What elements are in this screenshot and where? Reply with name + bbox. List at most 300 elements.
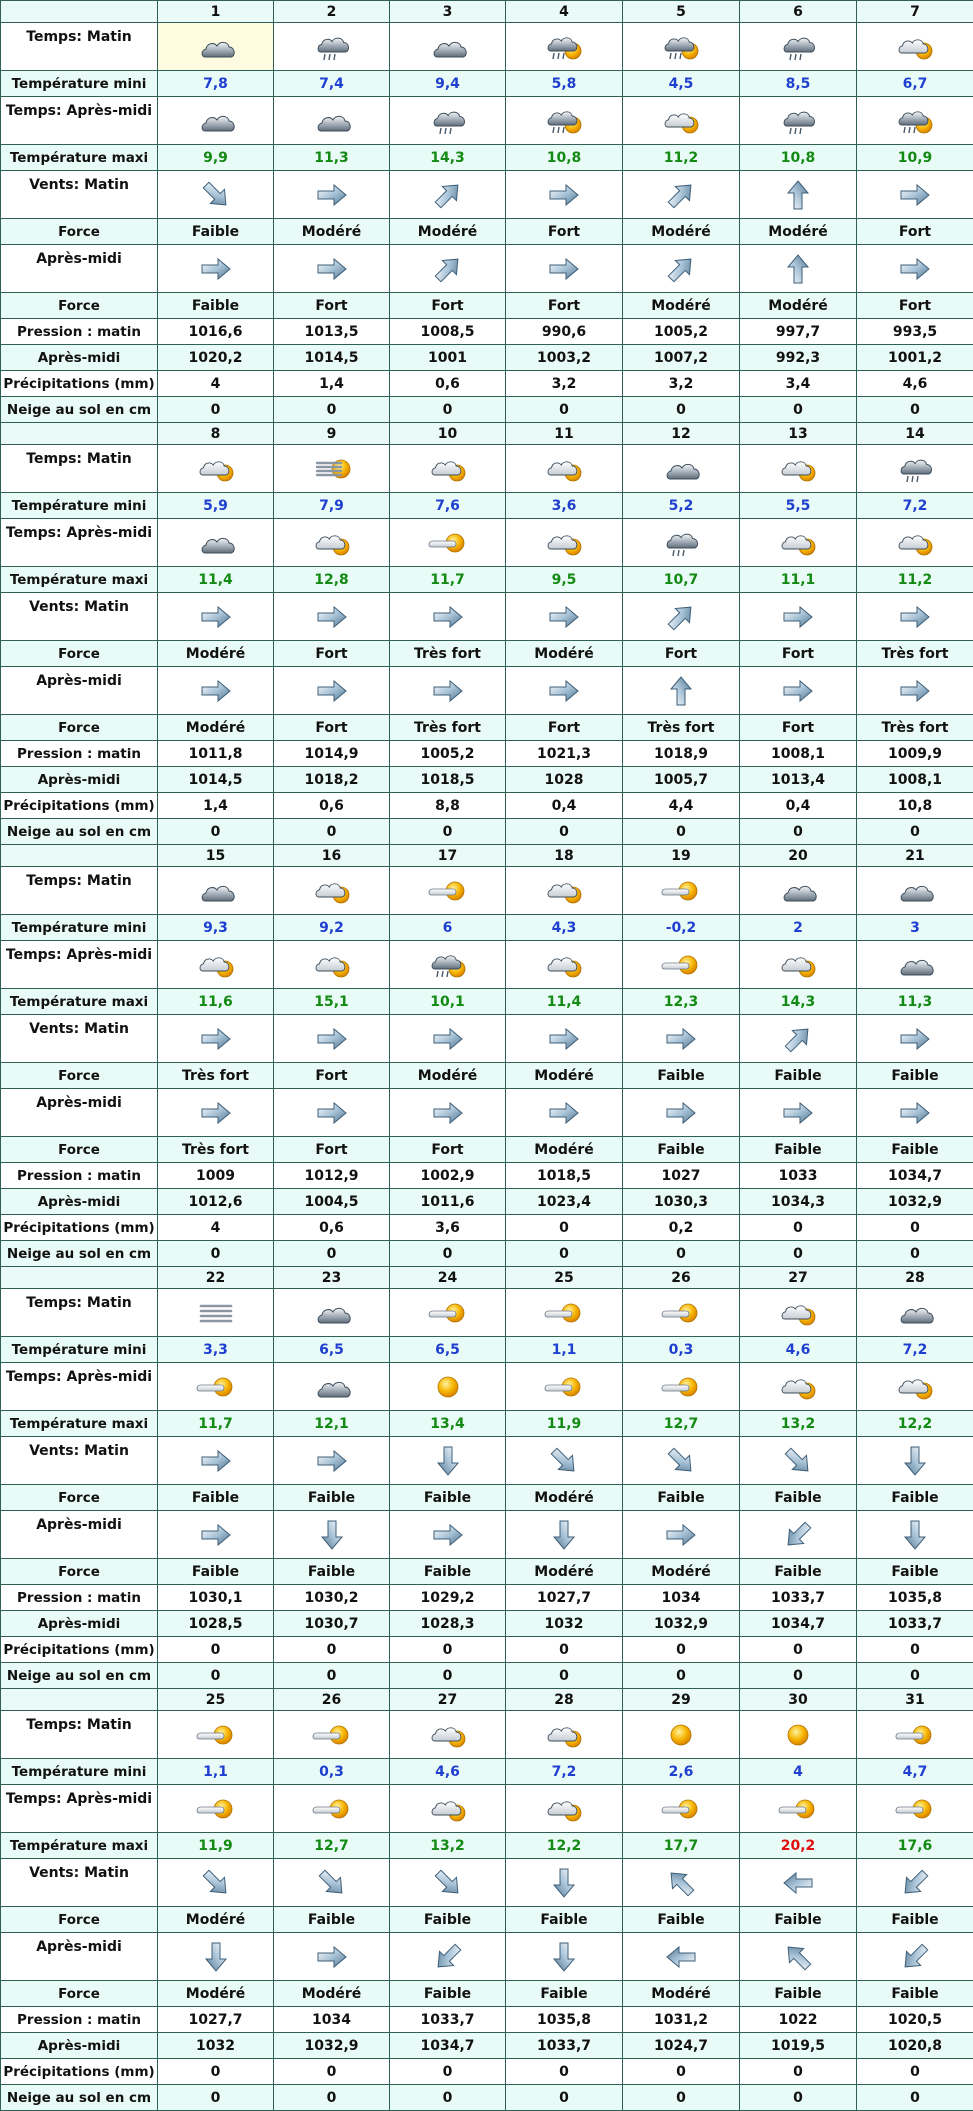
force-am-row bbox=[1, 1063, 973, 1089]
wind-cell bbox=[158, 245, 274, 293]
value-cell: 0,6 bbox=[390, 371, 506, 397]
weather-cell bbox=[274, 1289, 390, 1337]
sun-cloud-icon bbox=[195, 1371, 237, 1403]
arrow-e-icon bbox=[199, 1023, 233, 1055]
value-cell: 0 bbox=[506, 1215, 623, 1241]
row-label: Pression : matin bbox=[1, 1585, 158, 1611]
arrow-n-icon bbox=[664, 675, 698, 707]
value-cell: 12,7 bbox=[274, 1833, 390, 1859]
cloud-sun-icon bbox=[311, 875, 353, 907]
value-cell: 11,7 bbox=[158, 1411, 274, 1437]
cloud-sun-icon bbox=[894, 31, 936, 63]
value-cell: Modéré bbox=[158, 1981, 274, 2007]
value-cell: Modéré bbox=[158, 715, 274, 741]
cloud-icon bbox=[311, 105, 353, 137]
day-header-row bbox=[1, 423, 973, 445]
force-am-row bbox=[1, 1907, 973, 1933]
wind-cell bbox=[623, 1089, 740, 1137]
day-number: 26 bbox=[274, 1689, 390, 1711]
arrow-e-icon bbox=[664, 1097, 698, 1129]
value-cell: Fort bbox=[857, 293, 973, 319]
value-cell: 11,4 bbox=[506, 989, 623, 1015]
tmax-row bbox=[1, 567, 973, 593]
day-number: 4 bbox=[506, 1, 623, 23]
value-cell: Modéré bbox=[506, 1063, 623, 1089]
value-cell: 1032,9 bbox=[623, 1611, 740, 1637]
cloud-sun-icon bbox=[660, 105, 702, 137]
value-cell: 1028,3 bbox=[390, 1611, 506, 1637]
row-label: Température maxi bbox=[1, 567, 158, 593]
force-pm-row bbox=[1, 293, 973, 319]
value-cell: 0 bbox=[740, 1663, 857, 1689]
row-label: Neige au sol en cm bbox=[1, 2085, 158, 2111]
row-label: Force bbox=[1, 293, 158, 319]
weather-cell bbox=[390, 23, 506, 71]
day-number: 28 bbox=[506, 1689, 623, 1711]
value-cell: 1035,8 bbox=[506, 2007, 623, 2033]
snow-row bbox=[1, 397, 973, 423]
value-cell: 17,7 bbox=[623, 1833, 740, 1859]
cloud-icon bbox=[894, 1297, 936, 1329]
value-cell: 4,3 bbox=[506, 915, 623, 941]
wind-am-row bbox=[1, 1437, 973, 1485]
value-cell: 0,6 bbox=[274, 793, 390, 819]
arrow-e-icon bbox=[898, 253, 932, 285]
value-cell: 11,4 bbox=[158, 567, 274, 593]
row-label: Force bbox=[1, 219, 158, 245]
precip-row bbox=[1, 371, 973, 397]
arrow-e-icon bbox=[547, 675, 581, 707]
cloud-sun-icon bbox=[195, 453, 237, 485]
value-cell: 1020,5 bbox=[857, 2007, 973, 2033]
row-label: Temps: Après-midi bbox=[1, 97, 158, 145]
wind-cell bbox=[857, 1437, 973, 1485]
rain-sun-icon bbox=[660, 31, 702, 63]
value-cell: 1018,5 bbox=[390, 767, 506, 793]
weather-cell bbox=[857, 867, 973, 915]
cloud-icon bbox=[195, 875, 237, 907]
weather-cell bbox=[506, 867, 623, 915]
value-cell: 1033,7 bbox=[390, 2007, 506, 2033]
value-cell: 1027,7 bbox=[506, 1585, 623, 1611]
value-cell: Faible bbox=[740, 1559, 857, 1585]
arrow-e-icon bbox=[781, 601, 815, 633]
tmax-row bbox=[1, 145, 973, 171]
value-cell: 0 bbox=[740, 1637, 857, 1663]
value-cell: 1003,2 bbox=[506, 345, 623, 371]
value-cell: 1032 bbox=[506, 1611, 623, 1637]
value-cell: Faible bbox=[623, 1063, 740, 1089]
wind-cell bbox=[506, 593, 623, 641]
day-number: 17 bbox=[390, 845, 506, 867]
arrow-e-icon bbox=[199, 1097, 233, 1129]
weather-am-row bbox=[1, 1289, 973, 1337]
day-header-row bbox=[1, 1, 973, 23]
value-cell: 0 bbox=[740, 397, 857, 423]
wind-pm-row bbox=[1, 1933, 973, 1981]
day-number: 8 bbox=[158, 423, 274, 445]
value-cell: Très fort bbox=[390, 715, 506, 741]
arrow-e-icon bbox=[547, 253, 581, 285]
wind-cell bbox=[740, 1933, 857, 1981]
wind-cell bbox=[623, 1015, 740, 1063]
value-cell: 0 bbox=[857, 819, 973, 845]
pressure-am-row bbox=[1, 1163, 973, 1189]
day-number: 10 bbox=[390, 423, 506, 445]
value-cell: 5,9 bbox=[158, 493, 274, 519]
value-cell: 20,2 bbox=[740, 1833, 857, 1859]
rain-icon bbox=[660, 527, 702, 559]
day-number: 25 bbox=[158, 1689, 274, 1711]
wind-cell bbox=[740, 1089, 857, 1137]
value-cell: 1034,7 bbox=[740, 1611, 857, 1637]
value-cell: 9,2 bbox=[274, 915, 390, 941]
rain-sun-icon bbox=[427, 949, 469, 981]
weather-cell bbox=[623, 867, 740, 915]
weather-cell bbox=[158, 1711, 274, 1759]
force-pm-row bbox=[1, 1559, 973, 1585]
wind-cell bbox=[158, 1437, 274, 1485]
day-header-row bbox=[1, 1267, 973, 1289]
value-cell: 0,4 bbox=[506, 793, 623, 819]
weather-cell bbox=[506, 23, 623, 71]
weather-cell bbox=[857, 1363, 973, 1411]
row-label: Vents: Matin bbox=[1, 1859, 158, 1907]
value-cell: 1004,5 bbox=[274, 1189, 390, 1215]
value-cell: 0 bbox=[158, 2085, 274, 2111]
arrow-se-icon bbox=[199, 179, 233, 211]
wind-cell bbox=[740, 593, 857, 641]
tmin-row bbox=[1, 915, 973, 941]
wind-am-row bbox=[1, 1859, 973, 1907]
value-cell: Modéré bbox=[740, 293, 857, 319]
wind-cell bbox=[623, 1437, 740, 1485]
value-cell: Modéré bbox=[506, 1485, 623, 1511]
tmin-row bbox=[1, 493, 973, 519]
row-label: Température maxi bbox=[1, 1411, 158, 1437]
arrow-sw-icon bbox=[898, 1867, 932, 1899]
weather-cell bbox=[274, 23, 390, 71]
value-cell: 0 bbox=[158, 819, 274, 845]
weather-cell bbox=[857, 519, 973, 567]
weather-cell bbox=[857, 1711, 973, 1759]
wind-cell bbox=[740, 1859, 857, 1907]
value-cell: 3,4 bbox=[740, 371, 857, 397]
value-cell: 14,3 bbox=[390, 145, 506, 171]
row-label: Pression : matin bbox=[1, 741, 158, 767]
wind-cell bbox=[158, 171, 274, 219]
row-label: Après-midi bbox=[1, 345, 158, 371]
weather-cell bbox=[506, 1785, 623, 1833]
value-cell: 0 bbox=[740, 1241, 857, 1267]
value-cell: 1030,2 bbox=[274, 1585, 390, 1611]
value-cell: 1,1 bbox=[506, 1337, 623, 1363]
value-cell: 993,5 bbox=[857, 319, 973, 345]
weather-cell bbox=[274, 445, 390, 493]
row-label: Température mini bbox=[1, 1337, 158, 1363]
day-number: 5 bbox=[623, 1, 740, 23]
arrow-e-icon bbox=[431, 1097, 465, 1129]
value-cell: 0 bbox=[158, 1663, 274, 1689]
rain-sun-icon bbox=[543, 105, 585, 137]
value-cell: 4 bbox=[158, 1215, 274, 1241]
rain-icon bbox=[777, 105, 819, 137]
value-cell: 4,6 bbox=[390, 1759, 506, 1785]
corner-cell bbox=[1, 1689, 158, 1711]
row-label: Pression : matin bbox=[1, 2007, 158, 2033]
value-cell: 10,9 bbox=[857, 145, 973, 171]
wind-cell bbox=[623, 593, 740, 641]
value-cell: Modéré bbox=[390, 219, 506, 245]
sun-icon bbox=[660, 1719, 702, 1751]
value-cell: 0 bbox=[390, 819, 506, 845]
value-cell: 4,6 bbox=[740, 1337, 857, 1363]
force-am-row bbox=[1, 641, 973, 667]
value-cell: Modéré bbox=[158, 1907, 274, 1933]
wind-cell bbox=[623, 667, 740, 715]
wind-cell bbox=[740, 667, 857, 715]
arrow-e-icon bbox=[315, 253, 349, 285]
wind-cell bbox=[274, 1859, 390, 1907]
pressure-am-row bbox=[1, 1585, 973, 1611]
row-label: Vents: Matin bbox=[1, 593, 158, 641]
value-cell: 0 bbox=[623, 397, 740, 423]
value-cell: Faible bbox=[857, 1485, 973, 1511]
weather-cell bbox=[158, 97, 274, 145]
weather-cell bbox=[390, 1711, 506, 1759]
value-cell: 0 bbox=[274, 1241, 390, 1267]
value-cell: 3 bbox=[857, 915, 973, 941]
value-cell: 1005,7 bbox=[623, 767, 740, 793]
row-label: Précipitations (mm) bbox=[1, 371, 158, 397]
row-label: Temps: Matin bbox=[1, 23, 158, 71]
day-number: 13 bbox=[740, 423, 857, 445]
cloud-sun-icon bbox=[195, 949, 237, 981]
cloud-icon bbox=[777, 875, 819, 907]
cloud-sun-icon bbox=[427, 453, 469, 485]
arrow-nw-icon bbox=[781, 1941, 815, 1973]
weather-cell bbox=[158, 445, 274, 493]
value-cell: 0 bbox=[390, 1241, 506, 1267]
arrow-e-icon bbox=[199, 1519, 233, 1551]
wind-cell bbox=[623, 1933, 740, 1981]
wind-cell bbox=[740, 1015, 857, 1063]
value-cell: 13,2 bbox=[740, 1411, 857, 1437]
value-cell: 12,2 bbox=[506, 1833, 623, 1859]
value-cell: 2 bbox=[740, 915, 857, 941]
row-label: Après-midi bbox=[1, 1511, 158, 1559]
value-cell: 0 bbox=[390, 1663, 506, 1689]
weather-am-row bbox=[1, 1711, 973, 1759]
wind-cell bbox=[740, 171, 857, 219]
row-label: Température mini bbox=[1, 493, 158, 519]
weather-cell bbox=[623, 445, 740, 493]
snow-row bbox=[1, 819, 973, 845]
weather-pm-row bbox=[1, 1363, 973, 1411]
value-cell: 6,5 bbox=[390, 1337, 506, 1363]
tmax-row bbox=[1, 1833, 973, 1859]
arrow-se-icon bbox=[547, 1445, 581, 1477]
arrow-e-icon bbox=[315, 1097, 349, 1129]
arrow-n-icon bbox=[781, 179, 815, 211]
wind-pm-row bbox=[1, 1511, 973, 1559]
day-header-row bbox=[1, 1689, 973, 1711]
value-cell: 0 bbox=[623, 1663, 740, 1689]
wind-cell bbox=[158, 593, 274, 641]
wind-pm-row bbox=[1, 1089, 973, 1137]
value-cell: Faible bbox=[623, 1907, 740, 1933]
value-cell: Faible bbox=[390, 1981, 506, 2007]
row-label: Après-midi bbox=[1, 1089, 158, 1137]
value-cell: Très fort bbox=[390, 641, 506, 667]
value-cell: 12,1 bbox=[274, 1411, 390, 1437]
weather-cell bbox=[506, 941, 623, 989]
wind-cell bbox=[390, 245, 506, 293]
weather-cell bbox=[274, 1363, 390, 1411]
weather-cell bbox=[506, 519, 623, 567]
value-cell: Fort bbox=[274, 641, 390, 667]
wind-cell bbox=[857, 1511, 973, 1559]
value-cell: 0,3 bbox=[274, 1759, 390, 1785]
value-cell: Faible bbox=[740, 1063, 857, 1089]
row-label: Neige au sol en cm bbox=[1, 1241, 158, 1267]
value-cell: 1032,9 bbox=[274, 2033, 390, 2059]
value-cell: 1033,7 bbox=[857, 1611, 973, 1637]
cloud-sun-icon bbox=[543, 1719, 585, 1751]
value-cell: Fort bbox=[390, 293, 506, 319]
cloud-sun-icon bbox=[777, 1297, 819, 1329]
weather-cell bbox=[158, 1785, 274, 1833]
weather-cell bbox=[390, 97, 506, 145]
value-cell: 992,3 bbox=[740, 345, 857, 371]
wind-cell bbox=[623, 245, 740, 293]
value-cell: 3,2 bbox=[623, 371, 740, 397]
row-label: Force bbox=[1, 1907, 158, 1933]
value-cell: 11,2 bbox=[857, 567, 973, 593]
sun-cloud-icon bbox=[543, 1297, 585, 1329]
value-cell: Très fort bbox=[158, 1137, 274, 1163]
arrow-e-icon bbox=[898, 601, 932, 633]
value-cell: 1033 bbox=[740, 1163, 857, 1189]
value-cell: 1018,9 bbox=[623, 741, 740, 767]
value-cell: 1001 bbox=[390, 345, 506, 371]
value-cell: 0 bbox=[274, 1637, 390, 1663]
value-cell: 0 bbox=[857, 2059, 973, 2085]
arrow-e-icon bbox=[199, 601, 233, 633]
arrow-e-icon bbox=[315, 1445, 349, 1477]
cloud-sun-icon bbox=[543, 875, 585, 907]
value-cell: Faible bbox=[857, 1137, 973, 1163]
arrow-s-icon bbox=[199, 1941, 233, 1973]
value-cell: 1005,2 bbox=[623, 319, 740, 345]
wind-cell bbox=[506, 667, 623, 715]
value-cell: 0,3 bbox=[623, 1337, 740, 1363]
value-cell: 12,8 bbox=[274, 567, 390, 593]
row-label: Précipitations (mm) bbox=[1, 793, 158, 819]
weather-cell bbox=[274, 941, 390, 989]
arrow-e-icon bbox=[547, 1023, 581, 1055]
weather-pm-row bbox=[1, 519, 973, 567]
arrow-se-icon bbox=[781, 1445, 815, 1477]
value-cell: Faible bbox=[158, 1559, 274, 1585]
wind-cell bbox=[158, 1511, 274, 1559]
value-cell: 0 bbox=[274, 397, 390, 423]
value-cell: 7,8 bbox=[158, 71, 274, 97]
value-cell: 1016,6 bbox=[158, 319, 274, 345]
value-cell: 1032 bbox=[158, 2033, 274, 2059]
value-cell: 997,7 bbox=[740, 319, 857, 345]
corner-cell bbox=[1, 1267, 158, 1289]
value-cell: 3,6 bbox=[506, 493, 623, 519]
cloud-icon bbox=[311, 1371, 353, 1403]
weather-cell bbox=[158, 867, 274, 915]
day-number: 15 bbox=[158, 845, 274, 867]
value-cell: Modéré bbox=[274, 219, 390, 245]
precip-row bbox=[1, 1637, 973, 1663]
weather-cell bbox=[857, 445, 973, 493]
arrow-e-icon bbox=[664, 1023, 698, 1055]
weather-cell bbox=[158, 941, 274, 989]
weather-cell bbox=[623, 1711, 740, 1759]
value-cell: 1030,1 bbox=[158, 1585, 274, 1611]
value-cell: 0 bbox=[623, 2059, 740, 2085]
pressure-pm-row bbox=[1, 345, 973, 371]
force-pm-row bbox=[1, 1981, 973, 2007]
weather-cell bbox=[274, 1785, 390, 1833]
weather-am-row bbox=[1, 867, 973, 915]
value-cell: Faible bbox=[274, 1907, 390, 1933]
day-number: 22 bbox=[158, 1267, 274, 1289]
value-cell: 1012,6 bbox=[158, 1189, 274, 1215]
arrow-w-icon bbox=[664, 1941, 698, 1973]
value-cell: 1028 bbox=[506, 767, 623, 793]
cloud-icon bbox=[195, 31, 237, 63]
value-cell: Fort bbox=[274, 1063, 390, 1089]
value-cell: 1014,5 bbox=[274, 345, 390, 371]
row-label: Neige au sol en cm bbox=[1, 397, 158, 423]
value-cell: Fort bbox=[274, 293, 390, 319]
row-label: Après-midi bbox=[1, 245, 158, 293]
value-cell: Modéré bbox=[274, 1981, 390, 2007]
row-label: Temps: Matin bbox=[1, 1289, 158, 1337]
value-cell: 4,5 bbox=[623, 71, 740, 97]
value-cell: Modéré bbox=[506, 1137, 623, 1163]
arrow-e-icon bbox=[315, 179, 349, 211]
value-cell: 0 bbox=[623, 2085, 740, 2111]
weather-cell bbox=[623, 1289, 740, 1337]
wind-cell bbox=[857, 1015, 973, 1063]
arrow-e-icon bbox=[315, 1023, 349, 1055]
row-label: Après-midi bbox=[1, 2033, 158, 2059]
row-label: Vents: Matin bbox=[1, 171, 158, 219]
corner-cell bbox=[1, 423, 158, 445]
weather-cell bbox=[390, 1363, 506, 1411]
day-number: 24 bbox=[390, 1267, 506, 1289]
weather-cell bbox=[857, 1289, 973, 1337]
value-cell: 1011,8 bbox=[158, 741, 274, 767]
weather-cell bbox=[274, 519, 390, 567]
cloud-sun-icon bbox=[777, 1371, 819, 1403]
weather-cell bbox=[740, 23, 857, 71]
value-cell: 1030,7 bbox=[274, 1611, 390, 1637]
value-cell: 0 bbox=[158, 2059, 274, 2085]
value-cell: 0 bbox=[506, 2085, 623, 2111]
day-number: 18 bbox=[506, 845, 623, 867]
force-am-row bbox=[1, 219, 973, 245]
row-label: Neige au sol en cm bbox=[1, 1663, 158, 1689]
sun-cloud-icon bbox=[427, 527, 469, 559]
value-cell: 0 bbox=[857, 1637, 973, 1663]
